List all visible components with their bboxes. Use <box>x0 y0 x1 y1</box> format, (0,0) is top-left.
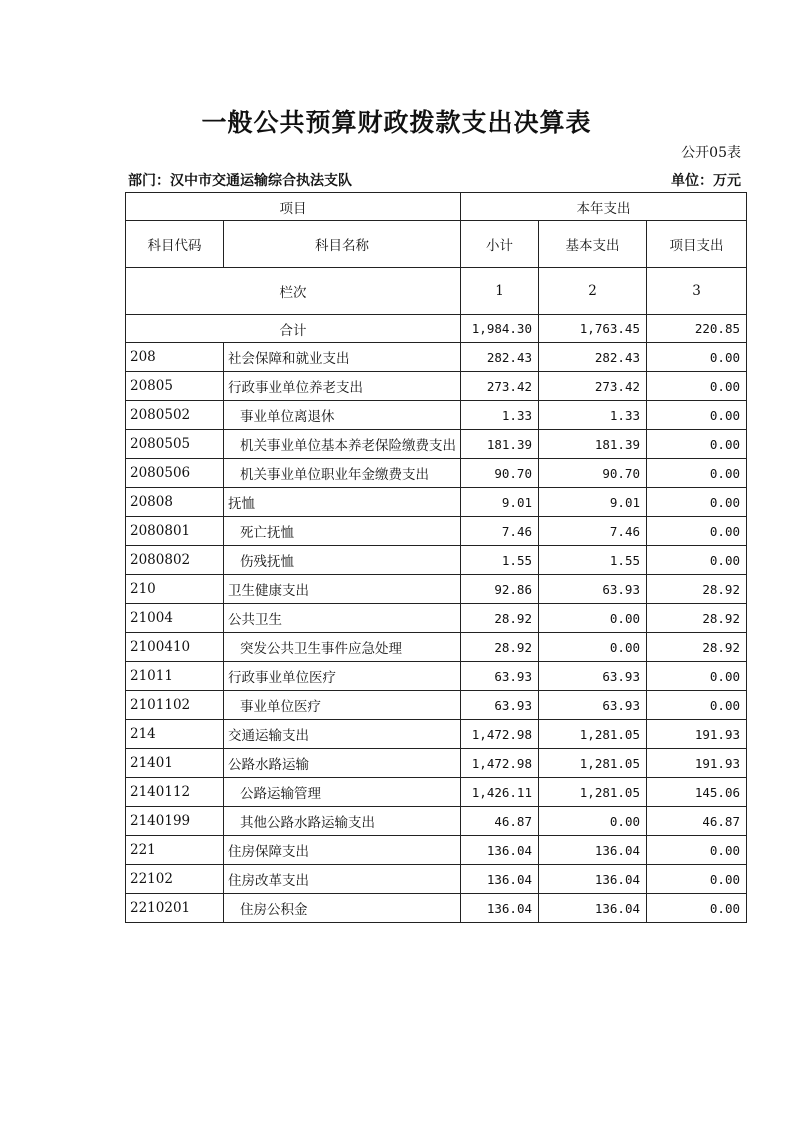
form-number: 公开05表 <box>681 145 741 161</box>
row-name: 公路水路运输 <box>224 749 461 778</box>
row-code: 22102 <box>126 865 224 894</box>
row-name: 社会保障和就业支出 <box>224 343 461 372</box>
row-subtotal: 1.33 <box>461 401 539 430</box>
row-name: 住房保障支出 <box>224 836 461 865</box>
row-basic: 181.39 <box>539 430 647 459</box>
header-current-year: 本年支出 <box>461 193 747 221</box>
row-code: 2080802 <box>126 546 224 575</box>
row-project: 0.00 <box>647 546 747 575</box>
table-row <box>126 778 747 807</box>
row-basic: 63.93 <box>539 691 647 720</box>
row-basic: 0.00 <box>539 633 647 662</box>
table-row <box>126 894 747 923</box>
row-basic: 1.55 <box>539 546 647 575</box>
row-name: 伤残抚恤 <box>224 546 461 575</box>
row-basic: 1.33 <box>539 401 647 430</box>
row-code: 2101102 <box>126 691 224 720</box>
table-row <box>126 633 747 662</box>
row-basic: 273.42 <box>539 372 647 401</box>
column-number-2: 2 <box>539 268 647 315</box>
table-row <box>126 865 747 894</box>
row-code: 21011 <box>126 662 224 691</box>
row-code: 2100410 <box>126 633 224 662</box>
table-row <box>126 807 747 836</box>
row-name: 行政事业单位医疗 <box>224 662 461 691</box>
row-subtotal: 46.87 <box>461 807 539 836</box>
row-basic: 282.43 <box>539 343 647 372</box>
table-row <box>126 488 747 517</box>
row-project: 191.93 <box>647 749 747 778</box>
row-name: 突发公共卫生事件应急处理 <box>224 633 461 662</box>
total-project: 220.85 <box>647 315 747 343</box>
row-name: 卫生健康支出 <box>224 575 461 604</box>
row-project: 0.00 <box>647 372 747 401</box>
row-code: 2140199 <box>126 807 224 836</box>
page-title: 一般公共预算财政拨款支出决算表 <box>201 108 592 137</box>
row-project: 0.00 <box>647 691 747 720</box>
row-code: 21004 <box>126 604 224 633</box>
table-row <box>126 691 747 720</box>
row-subtotal: 1,426.11 <box>461 778 539 807</box>
row-project: 46.87 <box>647 807 747 836</box>
row-code: 214 <box>126 720 224 749</box>
row-project: 0.00 <box>647 430 747 459</box>
row-basic: 136.04 <box>539 865 647 894</box>
row-name: 事业单位离退休 <box>224 401 461 430</box>
row-project: 0.00 <box>647 894 747 923</box>
table-row <box>126 401 747 430</box>
row-code: 20808 <box>126 488 224 517</box>
row-basic: 9.01 <box>539 488 647 517</box>
row-subtotal: 28.92 <box>461 633 539 662</box>
row-name: 公共卫生 <box>224 604 461 633</box>
row-basic: 1,281.05 <box>539 720 647 749</box>
row-name: 住房改革支出 <box>224 865 461 894</box>
row-subtotal: 273.42 <box>461 372 539 401</box>
total-label: 合计 <box>126 315 461 343</box>
column-number-3: 3 <box>647 268 747 315</box>
row-subtotal: 90.70 <box>461 459 539 488</box>
row-project: 191.93 <box>647 720 747 749</box>
table-row <box>126 604 747 633</box>
row-code: 2080801 <box>126 517 224 546</box>
header-subtotal: 小计 <box>461 221 539 268</box>
row-subtotal: 63.93 <box>461 662 539 691</box>
row-basic: 63.93 <box>539 662 647 691</box>
header-name: 科目名称 <box>224 221 461 268</box>
total-row <box>126 315 747 343</box>
row-code: 221 <box>126 836 224 865</box>
unit-label: 单位：万元 <box>671 173 741 189</box>
table-row <box>126 546 747 575</box>
column-number-label: 栏次 <box>126 268 461 315</box>
row-project: 0.00 <box>647 488 747 517</box>
row-project: 0.00 <box>647 343 747 372</box>
row-code: 21401 <box>126 749 224 778</box>
header-row-1 <box>126 193 747 221</box>
row-subtotal: 28.92 <box>461 604 539 633</box>
row-basic: 7.46 <box>539 517 647 546</box>
row-name: 行政事业单位养老支出 <box>224 372 461 401</box>
row-subtotal: 9.01 <box>461 488 539 517</box>
row-basic: 63.93 <box>539 575 647 604</box>
row-subtotal: 282.43 <box>461 343 539 372</box>
row-subtotal: 1.55 <box>461 546 539 575</box>
row-basic: 90.70 <box>539 459 647 488</box>
table-row <box>126 575 747 604</box>
row-subtotal: 136.04 <box>461 836 539 865</box>
table-row <box>126 749 747 778</box>
row-name: 公路运输管理 <box>224 778 461 807</box>
row-name: 住房公积金 <box>224 894 461 923</box>
row-code: 2210201 <box>126 894 224 923</box>
row-code: 210 <box>126 575 224 604</box>
header-code: 科目代码 <box>126 221 224 268</box>
header-row-2 <box>126 221 747 268</box>
row-code: 2140112 <box>126 778 224 807</box>
row-subtotal: 136.04 <box>461 865 539 894</box>
expenditure-table <box>125 192 747 923</box>
table-row <box>126 720 747 749</box>
table-row <box>126 459 747 488</box>
row-name: 抚恤 <box>224 488 461 517</box>
column-number-row <box>126 268 747 315</box>
row-name: 机关事业单位职业年金缴费支出 <box>224 459 461 488</box>
row-project: 0.00 <box>647 836 747 865</box>
row-project: 28.92 <box>647 575 747 604</box>
table-row <box>126 343 747 372</box>
row-name: 机关事业单位基本养老保险缴费支出 <box>224 430 461 459</box>
row-basic: 136.04 <box>539 894 647 923</box>
header-item: 项目 <box>126 193 461 221</box>
total-basic: 1,763.45 <box>539 315 647 343</box>
row-subtotal: 1,472.98 <box>461 720 539 749</box>
row-project: 28.92 <box>647 604 747 633</box>
department-label: 部门：汉中市交通运输综合执法支队 <box>128 173 352 189</box>
row-basic: 136.04 <box>539 836 647 865</box>
row-name: 其他公路水路运输支出 <box>224 807 461 836</box>
row-project: 145.06 <box>647 778 747 807</box>
row-subtotal: 181.39 <box>461 430 539 459</box>
header-basic: 基本支出 <box>539 221 647 268</box>
row-code: 20805 <box>126 372 224 401</box>
row-basic: 0.00 <box>539 604 647 633</box>
row-basic: 1,281.05 <box>539 778 647 807</box>
header-project: 项目支出 <box>647 221 747 268</box>
row-basic: 0.00 <box>539 807 647 836</box>
row-code: 208 <box>126 343 224 372</box>
row-code: 2080502 <box>126 401 224 430</box>
row-name: 交通运输支出 <box>224 720 461 749</box>
column-number-1: 1 <box>461 268 539 315</box>
table-row <box>126 372 747 401</box>
row-project: 0.00 <box>647 662 747 691</box>
table-row <box>126 836 747 865</box>
row-code: 2080506 <box>126 459 224 488</box>
row-project: 28.92 <box>647 633 747 662</box>
table-row <box>126 517 747 546</box>
row-project: 0.00 <box>647 865 747 894</box>
row-code: 2080505 <box>126 430 224 459</box>
row-subtotal: 1,472.98 <box>461 749 539 778</box>
row-name: 事业单位医疗 <box>224 691 461 720</box>
row-basic: 1,281.05 <box>539 749 647 778</box>
row-project: 0.00 <box>647 517 747 546</box>
table-row <box>126 430 747 459</box>
row-subtotal: 136.04 <box>461 894 539 923</box>
total-subtotal: 1,984.30 <box>461 315 539 343</box>
row-subtotal: 63.93 <box>461 691 539 720</box>
row-subtotal: 7.46 <box>461 517 539 546</box>
row-subtotal: 92.86 <box>461 575 539 604</box>
table-row <box>126 662 747 691</box>
row-project: 0.00 <box>647 401 747 430</box>
row-project: 0.00 <box>647 459 747 488</box>
row-name: 死亡抚恤 <box>224 517 461 546</box>
